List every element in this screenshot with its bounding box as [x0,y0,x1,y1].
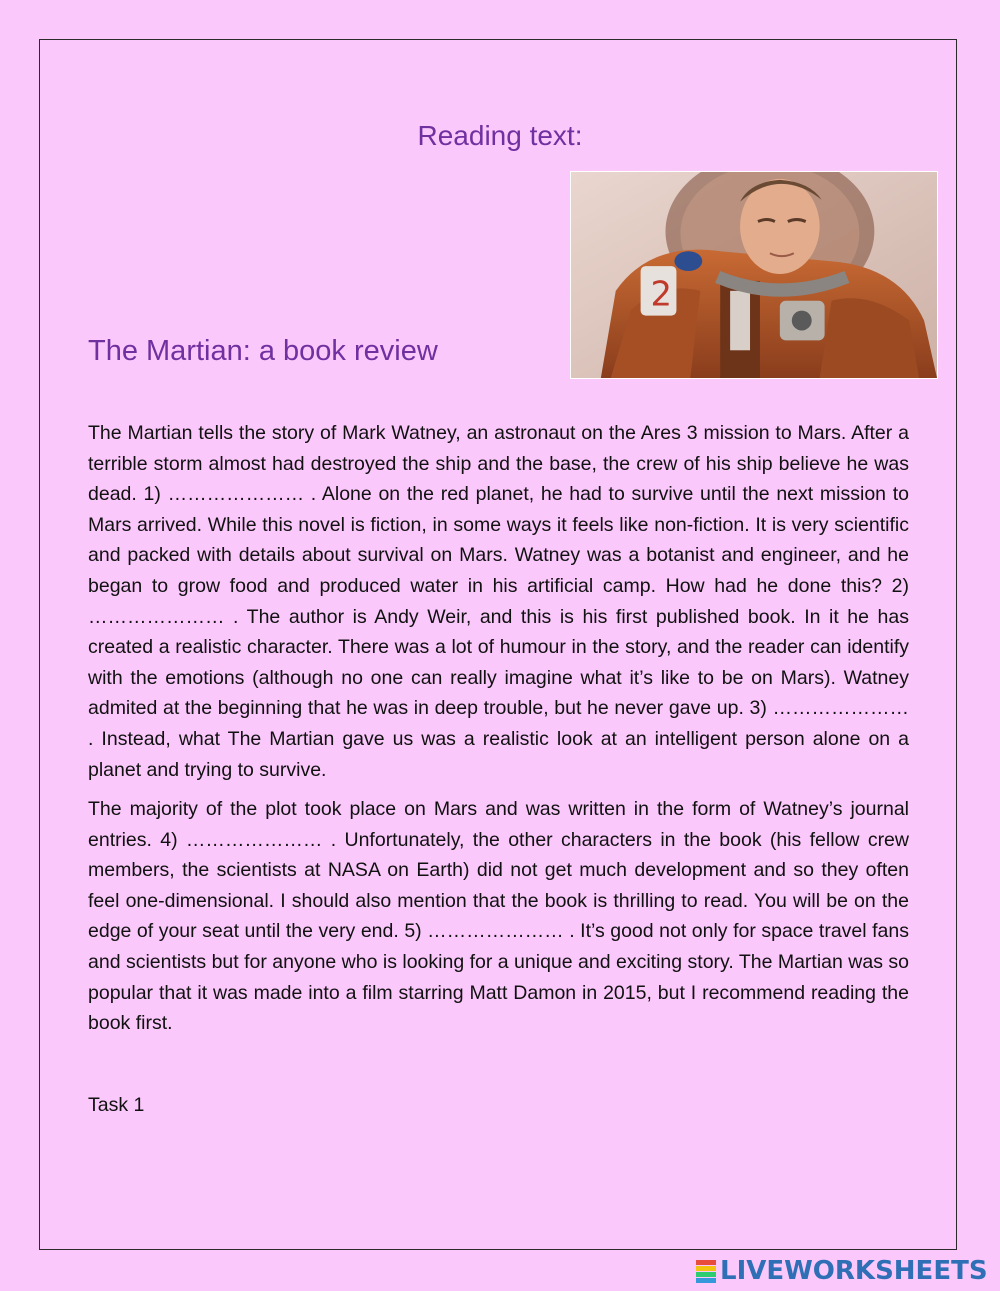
liveworksheets-logo[interactable] [696,1257,988,1285]
astronaut-illustration [571,172,937,378]
reading-paragraph-1: The Martian tells the story of Mark Watney, an astronaut on the Ares 3 mission to Mars. After a terrible storm almost had destroyed the ship and the base, the crew of his ship believe he was dead. 1) ………………… . Alone on the red planet, he had to survive until the next mission to Mars arrived. While this novel is fiction, in some ways it feels like non-fiction. It is very scientific and packed with details about survival on Mars. Watney was a botanist and engineer, and he began to grow food and produced water in his artificial camp. How had he done this? 2) ………………… . The author is Andy Weir, and this is his first published book. In it he has created a realistic character. There was a lot of humour in the story, and the reader can identify with the emotions (although no one can really imagine what it’s like to be on Mars). Watney admited at the beginning that he was in deep trouble, but he never gave up. 3) ………………… . Instead, what The Martian gave us was a realistic look at an intelligent person alone on a planet and trying to survive. [88,422,909,781]
reading-paragraph-2: The majority of the plot took place on Mars and was written in the form of Watney’s journal entries. 4) ………………… . Unfortunately, the other characters in the book (his fellow crew members, the scientists at NASA on Earth) did not get much development and so they often feel one-dimensional. I should also mention that the book is thrilling to read. You will be on the edge of your seat until the very end. 5) ………………… . It’s good not only for space travel fans and scientists but for anyone who is looking for a unique and exciting story. The Martian was so popular that it was made into a film starring Matt Damon in 2015, but I recommend reading the book first. [88,798,909,1035]
review-title: The Martian: a book review [88,335,438,367]
logo-text: LIVEWORKSHEETS [720,1256,988,1286]
astronaut-photo [570,171,938,379]
page-heading: Reading text: [417,120,583,151]
svg-text:2: 2 [650,274,673,314]
logo-stripes-icon [696,1260,716,1283]
task-label: Task 1 [88,1094,145,1116]
